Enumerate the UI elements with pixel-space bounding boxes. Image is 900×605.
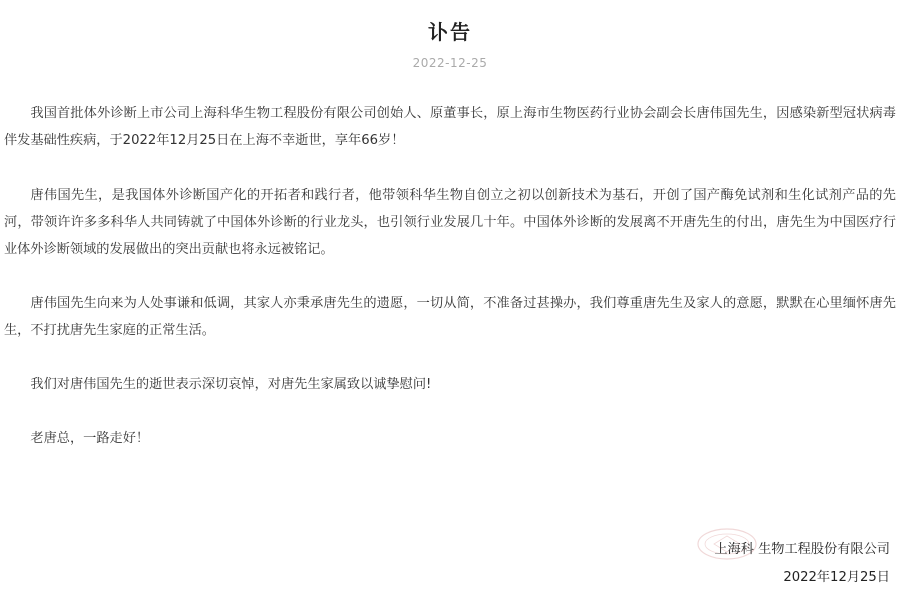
paragraph-farewell: 老唐总，一路走好！: [30, 431, 150, 446]
paragraph-announcement: 我国首批体外诊断上市公司上海科华生物工程股份有限公司创始人、原董事长，原上海市生物医药行业协会副会长唐伟国先生，因感染新型冠状病毒伴发基础性疾病，于2022年12月25日在上海不幸逝世，享年66岁！: [4, 106, 896, 148]
signature-block: [714, 536, 890, 592]
paragraph-contribution: 唐伟国先生，是我国体外诊断国产化的开拓者和践行者，他带领科华生物自创立之初以创新技术为基石，开创了国产酶免试剂和生化试剂产品的先河，带领许许多多科华人共同铸就了中国体外诊断的行业龙头，也引领行业发展几十年。中国体外诊断的发展离不开唐先生的付出，唐先生为中国医疗行业体外诊断领域的发展做出的突出贡献也将永远被铭记。: [4, 188, 896, 257]
publish-date: 2022-12-25: [412, 56, 488, 70]
paragraph-family-wishes: 唐伟国先生向来为人处事谦和低调，其家人亦秉承唐先生的遗愿，一切从简，不准备过甚操办，我们尊重唐先生及家人的意愿，默默在心里缅怀唐先生，不打扰唐先生家庭的正常生活。: [4, 296, 896, 338]
notice-body: [4, 100, 896, 479]
signature-company: 上海科 生物工程股份有限公司: [714, 542, 890, 557]
paragraph-condolence: 我们对唐伟国先生的逝世表示深切哀悼，对唐先生家属致以诚挚慰问!: [30, 377, 432, 392]
signature-date: 2022年12月25日: [783, 570, 890, 585]
page-title: 讣告: [428, 20, 472, 44]
